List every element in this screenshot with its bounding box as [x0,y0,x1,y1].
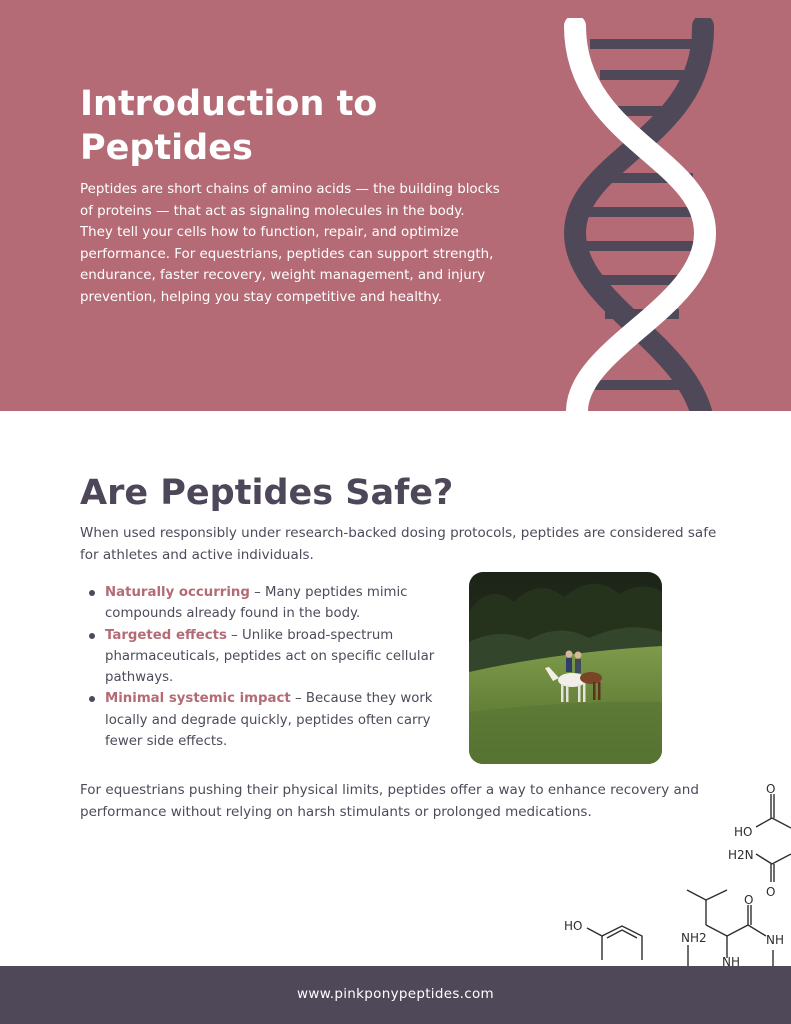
horse-riders-photo [469,572,662,764]
benefits-list [80,582,435,752]
peptide-molecule-illustration [560,780,791,966]
section-title: Are Peptides Safe? [80,473,454,513]
molecule-label: O [766,885,776,899]
horse-riders-illustration [469,572,662,764]
molecule-label: O [766,782,776,796]
benefit-term: Naturally occurring [105,585,250,600]
closing-paragraph: For equestrians pushing their physical limits, peptides offer a way to enhance recovery and performance without relying on harsh stimulants or prolonged medications. [80,782,699,820]
hero-title: Introduction to Peptides [80,84,378,168]
list-item [105,688,435,752]
molecule-label: HO [734,825,753,839]
benefit-text: – Unlike broad-spectrum pharmaceuticals, peptides act on specific cellular pathways. [105,627,435,686]
benefit-term: Targeted effects [105,627,227,643]
list-item [105,625,435,689]
molecule-label: NH [722,955,740,966]
hero-description: Peptides are short chains of amino acids — the building blocks of proteins — that act as signaling molecules in the body. They tell your cells how to function, repair, and optimize performance. For equestrians, peptides can support strength, endurance, faster recovery, weight management, and injury prevention, helping you stay competitive and healthy. [80,182,500,305]
benefit-text: – Many peptides mimic compounds already found in the body. [105,585,408,622]
website-link[interactable]: www.pinkponypeptides.com [297,986,494,1002]
benefit-text: – Because they work locally and degrade quickly, peptides often carry fewer side effects. [105,691,433,750]
dna-double-helix-icon [555,18,725,411]
molecule-label: H2N [728,848,754,862]
molecule-label: HO [564,919,583,933]
footer-bar [0,966,791,1024]
molecule-label: NH [766,933,784,947]
benefit-term: Minimal systemic impact [105,691,291,707]
molecule-label: O [744,893,754,907]
hero-banner [0,0,791,411]
list-item [105,582,435,625]
molecule-label: NH2 [681,931,707,945]
section-intro: When used responsibly under research-backed dosing protocols, peptides are considered safe for athletes and active individuals. [80,525,717,563]
